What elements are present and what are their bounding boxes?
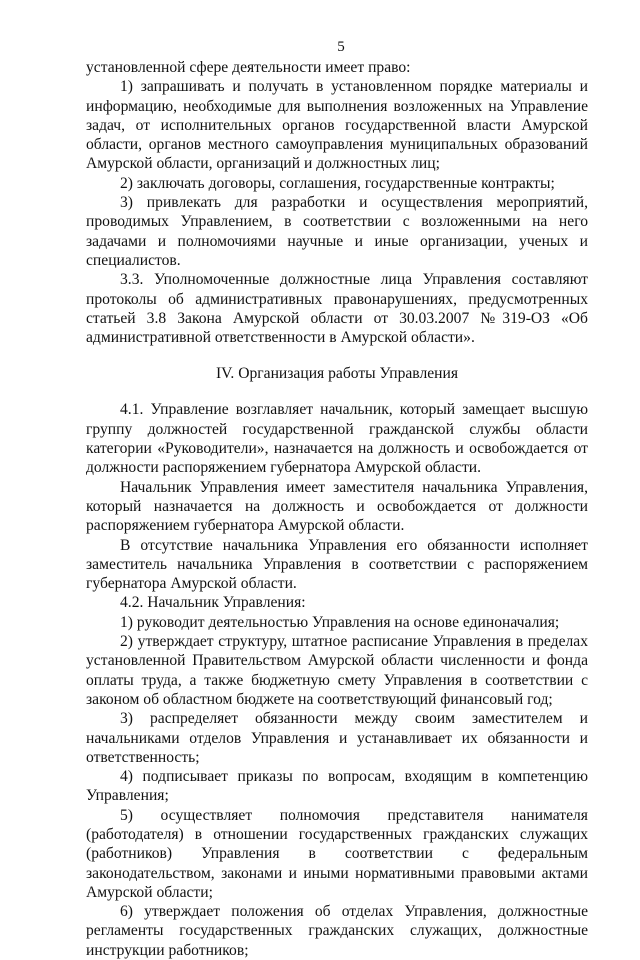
paragraph-deputy: Начальник Управления имеет заместителя начальника Управления, который назначается на должность и освобождается от должности распоряжением губернатора Амурской области. xyxy=(86,478,588,535)
page-number: 5 xyxy=(337,39,345,55)
paragraph-duty-6: 6) утверждает положения об отделах Управления, должностные регламенты государственных гражданских служащих, должностные инструкции работников; xyxy=(86,903,588,959)
paragraph-4-2: 4.2. Начальник Управления: xyxy=(120,594,306,612)
paragraph-right-3: 3) привлекать для разработки и осуществления мероприятий, проводимых Управлением, в соответствии с возложенными на него задачами и полномочиями научные и иные организации, ученых и специалистов. xyxy=(86,194,588,269)
paragraph-right-1: 1) запрашивать и получать в установленном порядке материалы и информацию, необходимые для выполнения возложенных на Управление задач, от исполнительных органов государственной власти Амурской области, органов местного самоуправления муниципальных образований Амурской области, организаций и должностных лиц; xyxy=(86,78,588,173)
paragraph-absence: В отсутствие начальника Управления его обязанности исполняет заместитель начальника Управления в соответствии с распоряжением губернатора Амурской области. xyxy=(86,536,588,593)
paragraph-4-1: 4.1. Управление возглавляет начальник, который замещает высшую группу должностей государственной гражданской службы области категории «Руководители», назначается на должность и освобождается от должности распоряжением губернатора Амурской области. xyxy=(86,401,588,477)
paragraph-duty-3: 3) распределяет обязанности между своим заместителем и начальниками отделов Управления и устанавливает их обязанности и ответственность; xyxy=(86,710,588,766)
paragraph-duty-5: 5) осуществляет полномочия представителя нанимателя (работодателя) в отношении государственных гражданских служащих (работников) Управления в соответствии с федеральным законодательством, законами и иными нормативными правовыми актами Амурской области; xyxy=(86,806,588,901)
paragraph-right-2: 2) заключать договоры, соглашения, государственные контракты; xyxy=(120,174,555,192)
section-heading-iv: IV. Организация работы Управления xyxy=(215,365,459,383)
paragraph-duty-4: 4) подписывает приказы по вопросам, входящим в компетенцию Управления; xyxy=(86,768,588,805)
paragraph-duty-1: 1) руководит деятельностью Управления на основе единоначалия; xyxy=(120,613,560,631)
paragraph-duty-2: 2) утверждает структуру, штатное расписание Управления в пределах установленной Правительством Амурской области численности и фонда оплаты труда, а также бюджетную смету Управления в соответствии с законом об областном бюджете на соответствующий финансовый год; xyxy=(86,633,588,708)
paragraph-rights-intro: установленной сфере деятельности имеет право: xyxy=(86,59,411,76)
paragraph-3-3: 3.3. Уполномоченные должностные лица Управления составляют протоколы об административных правонарушениях, предусмотренных статьей 3.8 Закона Амурской области от 30.03.2007 №319-ОЗ «Об административной ответственности в Амурской области». xyxy=(86,271,588,347)
